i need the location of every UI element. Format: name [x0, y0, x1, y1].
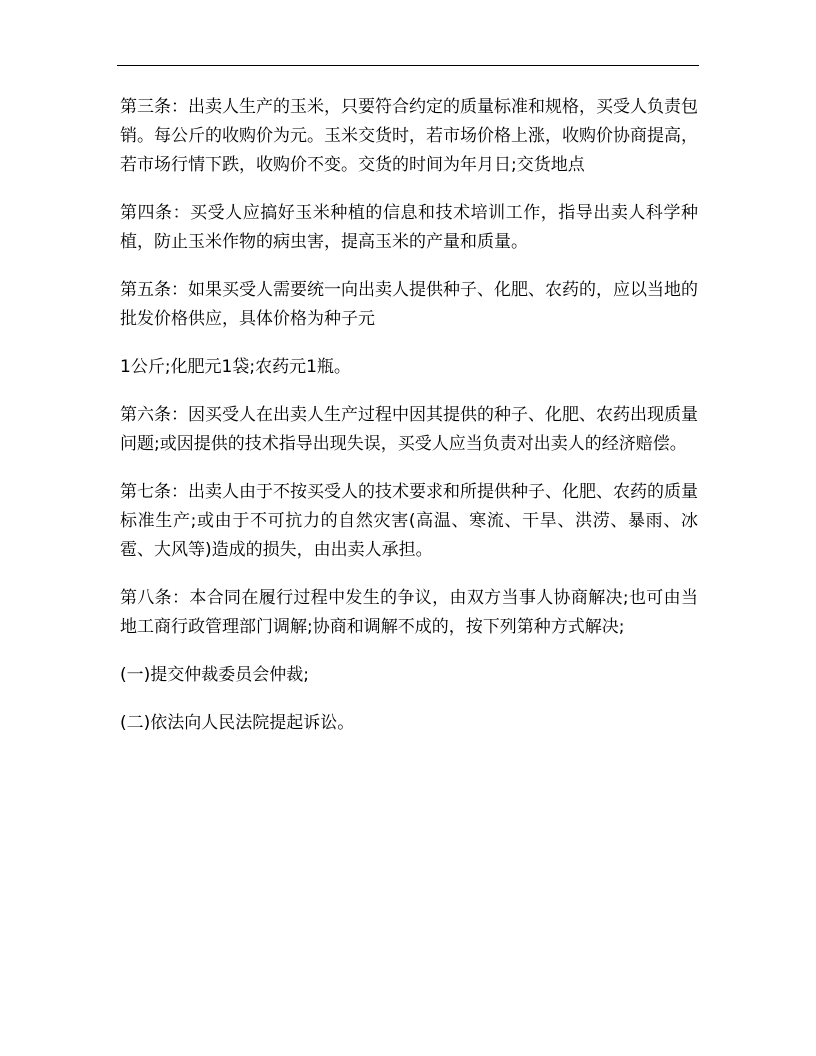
clause-5-prices: 1公斤;化肥元1袋;农药元1瓶。 — [120, 357, 351, 377]
clause-5: 第五条：如果买受人需要统一向出卖人提供种子、化肥、农药的，应以当地的批发价格供应，具体价格为种子元 — [120, 280, 698, 329]
clause-6: 第六条：因买受人在出卖人生产过程中因其提供的种子、化肥、农药出现质量问题;或因提供的技术指导出现失误，买受人应当负责对出卖人的经济赔偿。 — [120, 405, 698, 454]
document-body — [120, 93, 698, 757]
clause-8-option-1: (一)提交仲裁委员会仲裁; — [120, 665, 309, 685]
clause-8: 第八条：本合同在履行过程中发生的争议，由双方当事人协商解决;也可由当地工商行政管理部门调解;协商和调解不成的，按下列第种方式解决; — [120, 588, 698, 637]
clause-3: 第三条：出卖人生产的玉米，只要符合约定的质量标准和规格，买受人负责包销。每公斤的收购价为元。玉米交货时，若市场价格上涨，收购价协商提高，若市场行情下跌，收购价不变。交货的时间为年月日;交货地点 — [120, 97, 698, 175]
clause-4: 第四条：买受人应搞好玉米种植的信息和技术培训工作，指导出卖人科学种植，防止玉米作物的病虫害，提高玉米的产量和质量。 — [120, 203, 698, 252]
header-rule — [117, 65, 699, 66]
clause-7: 第七条：出卖人由于不按买受人的技术要求和所提供种子、化肥、农药的质量标准生产;或由于不可抗力的自然灾害(高温、寒流、干旱、洪涝、暴雨、冰雹、大风等)造成的损失，由出卖人承担。 — [120, 482, 698, 560]
clause-8-option-2: (二)依法向人民法院提起诉讼。 — [120, 713, 355, 733]
